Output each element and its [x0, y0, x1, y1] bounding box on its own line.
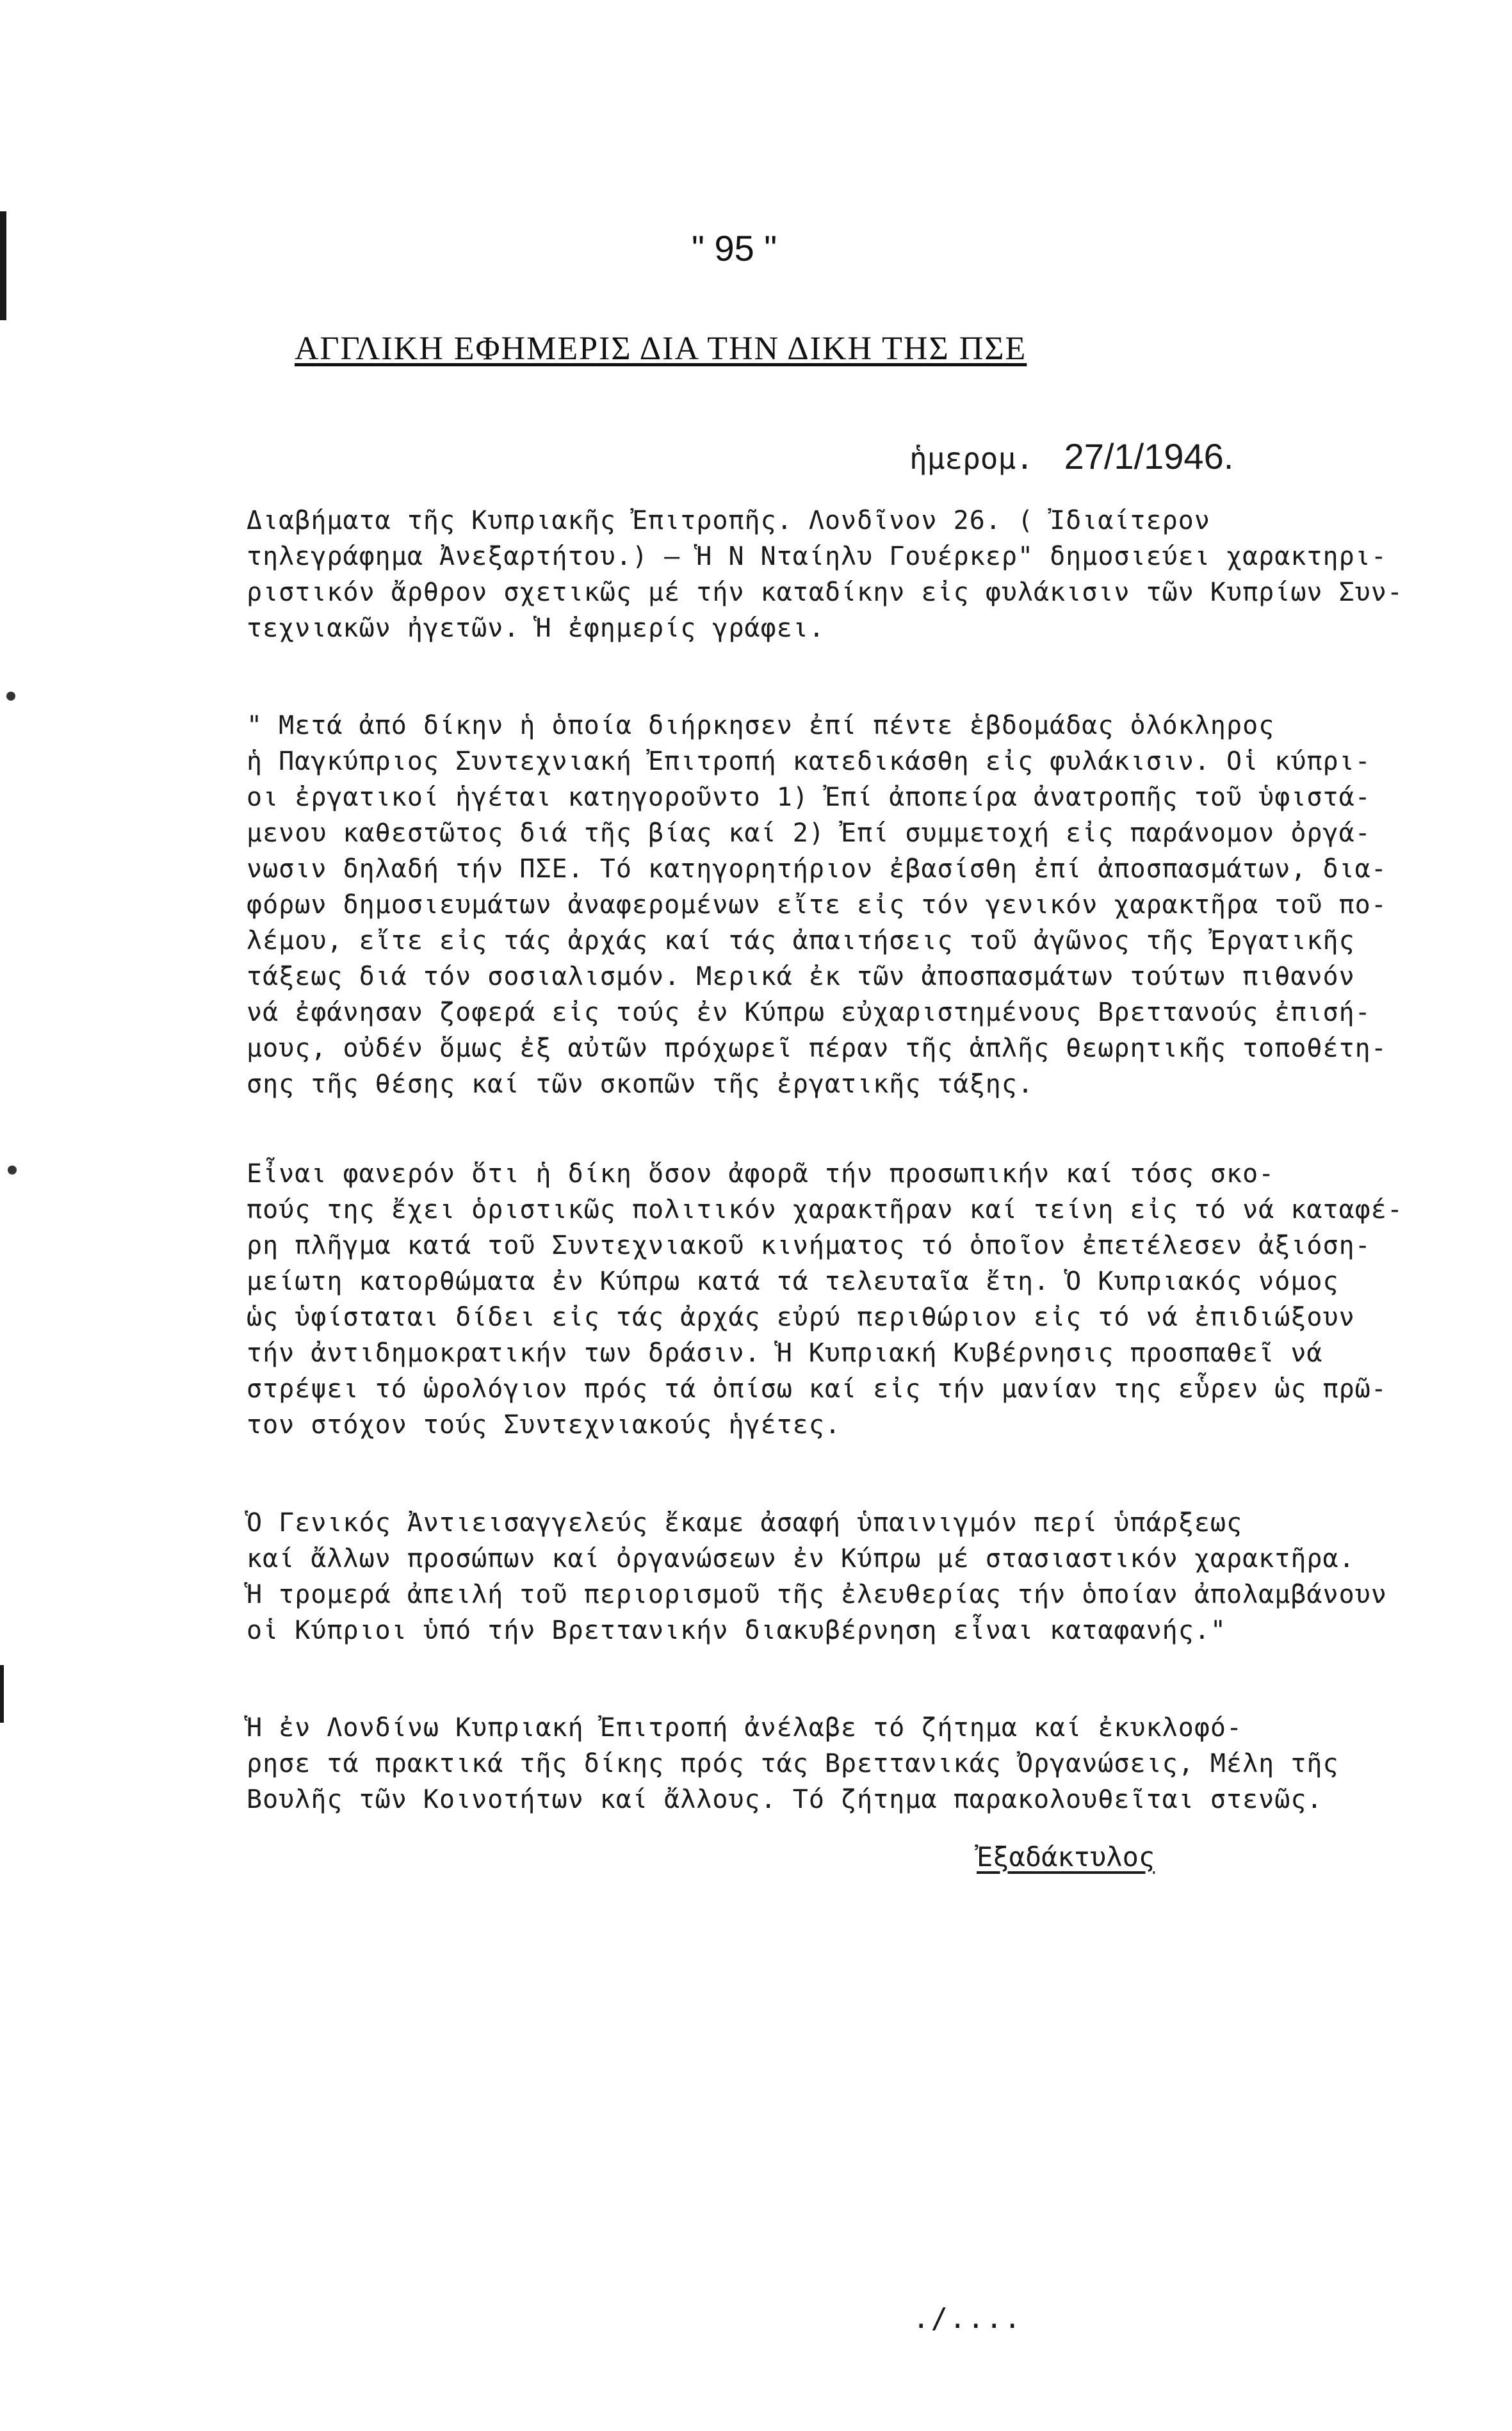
- scan-speck: [6, 692, 15, 701]
- scan-edge-mark: [0, 1665, 4, 1723]
- paragraph: " Μετά ἀπό δίκην ἡ ὁποία διήρκησεν ἐπί πέντε ἑβδομάδας ὁλόκληρος ἡ Παγκύπριος Συντεχνιακή Ἐπιτροπή κατεδικάσθη εἰς φυλάκισιν. Οἱ κύπρι- οι ἐργατικοί ἡγέται κατηγοροῦντο 1) Ἐπί ἀποπείρα ἀνατροπῆς τοῦ ὑφιστά- μενου καθεστῶτος διά τῆς βίας καί 2) Ἐπί συμμετοχή εἰς παράνομον ὀργά- νωσιν δηλαδή τήν ΠΣΕ. Τό κατηγορητήριον ἐβασίσθη ἐπί ἀποσπασμάτων, δια- φόρων δημοσιευμάτων ἀναφερομένων εἴτε εἰς τόν γενικόν χαρακτῆρα τοῦ πο- λέμου, εἴτε εἰς τάς ἀρχάς καί τάς ἀπαιτήσεις τοῦ ἀγῶνος τῆς Ἐργατικῆς τάξεως διά τόν σοσιαλισμόν. Μερικά ἐκ τῶν ἀποσπασμάτων τούτων πιθανόν νά ἐφάνησαν ζοφερά εἰς τούς ἐν Κύπρω εὐχαριστημένους Βρεττανούς ἐπισή- μους, οὐδέν ὅμως ἐξ αὐτῶν πρόχωρεῖ πέραν τῆς ἁπλῆς θεωρητικῆς τοποθέτη- σης τῆς θέσης καί τῶν σκοπῶν τῆς ἐργατικῆς τάξης.: [247, 711, 1387, 1099]
- date-label: ἡμερομ.: [909, 441, 1034, 476]
- paragraph: Διαβήματα τῆς Κυπριακῆς Ἐπιτροπῆς. Λονδῖνον 26. ( Ἰδιαίτερον τηλεγράφημα Ἀνεξαρτήτου.) — Ἡ Ν Νταίηλυ Γουέρκερ" δημοσιεύει χαρακτηρι- ριστικόν ἄρθρον σχετικῶς μέ τήν καταδίκην εἰς φυλάκισιν τῶν Κυπρίων Συν- τεχνιακῶν ἠγετῶν. Ἡ ἐφημερίς γράφει.: [247, 506, 1403, 643]
- page-number: " 95 ": [692, 228, 777, 268]
- paragraph: Ὁ Γενικός Ἀντιεισαγγελεύς ἔκαμε ἀσαφή ὑπαινιγμόν περί ὑπάρξεως καί ἄλλων προσώπων καί ὀργανώσεων ἐν Κύπρω μέ στασιαστικόν χαρακτῆρα. Ἡ τρομερά ἀπειλή τοῦ περιορισμοῦ τῆς ἐλευθερίας τήν ὁποίαν ἀπολαμβάνουν οἱ Κύπριοι ὑπό τήν Βρεττανικήν διακυβέρνηση εἶναι καταφανής.": [247, 1508, 1387, 1645]
- signature: Ἐξαδάκτυλος: [977, 1841, 1155, 1873]
- dateline: [909, 435, 1233, 477]
- continuation-mark: ./....: [913, 2302, 1022, 2335]
- scan-edge-mark: [0, 211, 6, 320]
- date-value: 27/1/1946.: [1064, 436, 1234, 476]
- scan-speck: [8, 1166, 17, 1175]
- paragraph: Ἡ ἐν Λονδίνω Κυπριακή Ἐπιτροπή ἀνέλαβε τό ζήτημα καί ἐκυκλοφό- ρησε τά πρακτικά τῆς δίκης πρός τάς Βρεττανικάς Ὀργανώσεις, Μέλη τῆς Βουλῆς τῶν Κοινοτήτων καί ἄλλους. Τό ζήτημα παρακολουθεῖται στενῶς.: [247, 1713, 1339, 1814]
- paragraph: Εἶναι φανερόν ὅτι ἡ δίκη ὅσον ἀφορᾶ τήν προσωπικήν καί τόσς σκο- πούς της ἔχει ὁριστικῶς πολιτικόν χαρακτῆραν καί τείνη εἰς τό νά καταφέ- ρη πλῆγμα κατά τοῦ Συντεχνιακοῦ κινήματος τό ὁποῖον ἐπετέλεσεν ἀξιόση- μείωτη κατορθώματα ἐν Κύπρω κατά τά τελευταῖα ἔτη. Ὁ Κυπριακός νόμος ὡς ὑφίσταται δίδει εἰς τάς ἀρχάς εὐρύ περιθώριον εἰς τό νά ἐπιδιώξουν τήν ἀντιδημοκρατικήν των δράσιν. Ἡ Κυπριακή Κυβέρνησις προσπαθεῖ νά στρέψει τό ὡρολόγιον πρός τά ὀπίσω καί εἰς τήν μανίαν της εὗρεν ὡς πρῶ- τον στόχον τούς Συντεχνιακούς ἡγέτες.: [247, 1159, 1403, 1440]
- headline: ΑΓΓΛΙΚΗ ΕΦΗΜΕΡΙΣ ΔΙΑ ΤΗΝ ΔΙΚΗ ΤΗΣ ΠΣΕ: [295, 330, 1027, 367]
